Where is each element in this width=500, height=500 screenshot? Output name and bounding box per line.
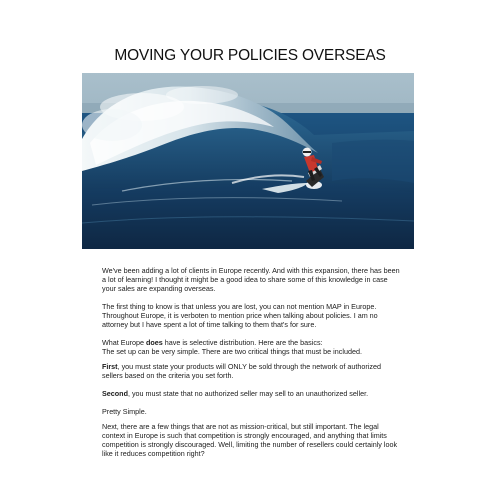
article-body (102, 266, 400, 464)
paragraph-next: Next, there are a few things that are not as mission-critical, but still important. The legal context in Europe is such that competition is strongly encouraged, and anything that limits competition is strongly discouraged. Well, limiting the number of resellers could certainly look like it reduces competition right? (102, 422, 398, 458)
hero-image (82, 73, 414, 249)
paragraph-intro: We've been adding a lot of clients in Europe recently. And with this expansion, there has been a lot of learning! I thought it might be a good idea to share some of this knowledge in case your sales are expanding overseas. (102, 266, 400, 293)
second-bold: Second (102, 389, 128, 398)
sd-line-two: The set up can be very simple. There are two critical things that must be included. (102, 347, 362, 356)
paragraph-selective-distribution (102, 338, 400, 356)
sd-text-after: have is selective distribution. Here are the basics: (162, 338, 323, 347)
first-bold: First (102, 362, 118, 371)
sd-text-before: What Europe (102, 338, 146, 347)
sd-bold-does: does (145, 338, 163, 347)
paragraph-map: The first thing to know is that unless you are lost, you can not mention MAP in Europe. Throughout Europe, it is verboten to mention price when talking about policies. I am no attorney but I have spent a lot of time talking to them that's for sure. (102, 302, 378, 329)
paragraph-pretty-simple: Pretty Simple. (102, 407, 147, 416)
second-rest: , you must state that no authorized seller may sell to an unauthorized seller. (127, 389, 369, 398)
paragraph-second (102, 389, 400, 398)
first-rest: , you must state your products will ONLY be sold through the network of authorized sellers based on the criteria you set forth. (102, 362, 381, 380)
page-title: MOVING YOUR POLICIES OVERSEAS (114, 47, 386, 64)
paragraph-first (102, 362, 400, 380)
